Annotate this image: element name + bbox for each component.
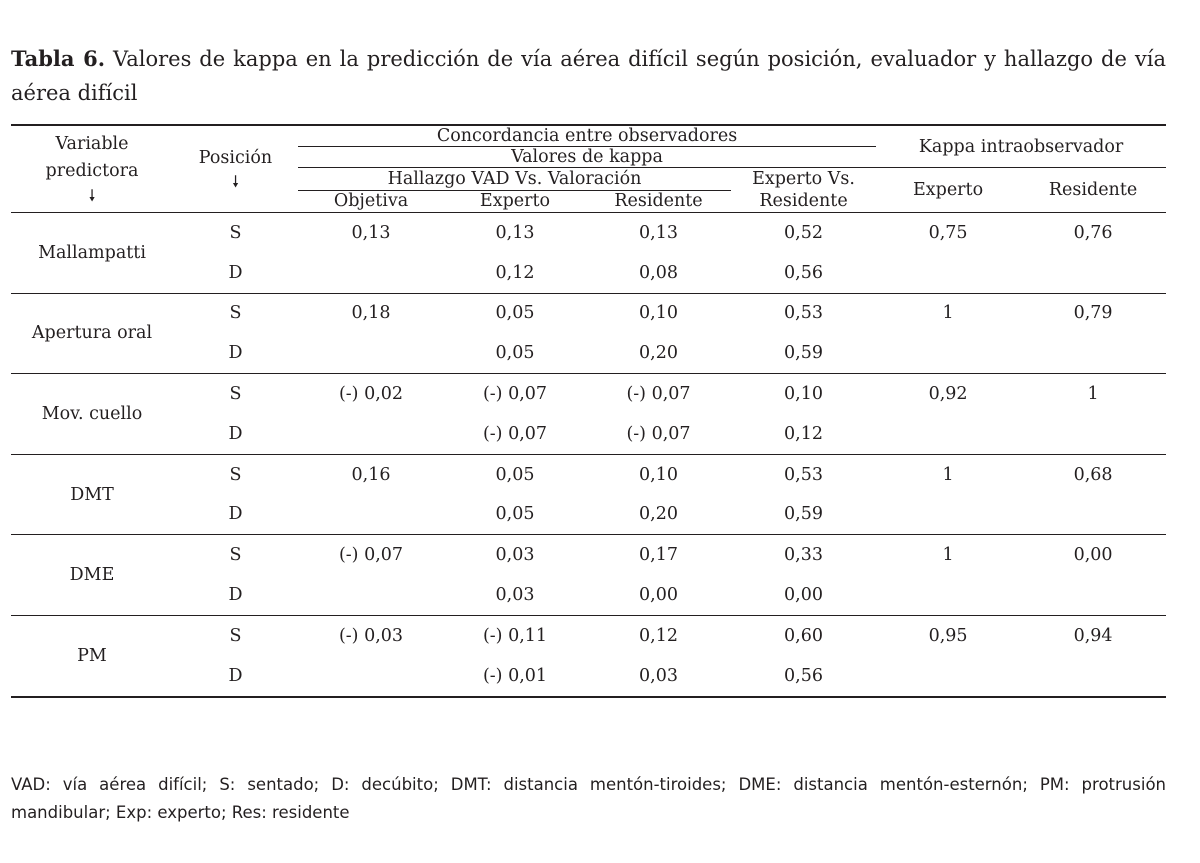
cell-residente: 0,03 bbox=[586, 656, 731, 697]
cell-experto-vs-residente: 0,00 bbox=[731, 575, 876, 615]
header-valores-label: Valores de kappa bbox=[511, 147, 663, 167]
cell-experto: (-) 0,07 bbox=[444, 414, 586, 454]
table-row bbox=[11, 253, 1166, 293]
cell-experto-vs-residente: 0,33 bbox=[784, 545, 823, 566]
cell-experto-vs-residente: 0,60 bbox=[784, 625, 823, 646]
cell-residente: 0,10 bbox=[639, 303, 678, 324]
cell-intra-residente bbox=[1020, 253, 1166, 293]
header-kappa-intra-label: Kappa intraobservador bbox=[918, 136, 1124, 157]
cell-objetiva: 0,16 bbox=[351, 464, 391, 485]
cell-objetiva bbox=[298, 656, 444, 697]
header-objetiva-label: Objetiva bbox=[333, 191, 409, 212]
cell-intra-experto: 0,92 bbox=[928, 384, 968, 405]
cell-intra-residente bbox=[1020, 495, 1166, 535]
row-variable: DMT bbox=[11, 454, 173, 535]
cell-intra-experto: 1 bbox=[942, 545, 954, 566]
cell-intra-experto: 1 bbox=[942, 464, 954, 485]
header-intra-residente bbox=[1020, 168, 1166, 213]
table-footnote: VAD: vía aérea difícil; S: sentado; D: decúbito; DMT: distancia mentón-tiroides; DME: distancia mentón-esternón; PM: protrusión mandibular; Exp: experto; Res: residente bbox=[11, 775, 1166, 822]
cell-objetiva bbox=[298, 253, 444, 293]
header-concordancia bbox=[298, 125, 876, 147]
header-experto-vs bbox=[731, 168, 876, 213]
cell-intra-experto bbox=[876, 656, 1020, 697]
header-experto-vs-label: Experto Vs. Residente bbox=[752, 169, 855, 211]
row-posicion: S bbox=[229, 303, 242, 324]
header-posicion bbox=[173, 125, 298, 213]
cell-experto-vs-residente: 0,53 bbox=[784, 303, 823, 324]
cell-experto: (-) 0,01 bbox=[444, 656, 586, 697]
cell-residente: 0,12 bbox=[639, 625, 678, 646]
cell-intra-residente bbox=[1020, 414, 1166, 454]
cell-objetiva bbox=[298, 333, 444, 373]
cell-experto: 0,12 bbox=[444, 253, 586, 293]
cell-residente: 0,20 bbox=[586, 333, 731, 373]
cell-objetiva bbox=[298, 495, 444, 535]
cell-intra-experto: 0,95 bbox=[928, 625, 968, 646]
cell-residente: (-) 0,07 bbox=[626, 384, 691, 405]
cell-experto-vs-residente: 0,52 bbox=[784, 222, 823, 243]
cell-intra-residente: 0,68 bbox=[1073, 464, 1113, 485]
header-experto bbox=[444, 190, 586, 213]
caption-label: Tabla 6. bbox=[11, 46, 106, 71]
row-posicion: D bbox=[173, 333, 298, 373]
table-row bbox=[11, 414, 1166, 454]
cell-residente: 0,17 bbox=[639, 545, 678, 566]
row-variable: Mallampatti bbox=[11, 213, 173, 294]
cell-experto: 0,03 bbox=[495, 545, 535, 566]
cell-experto-vs-residente: 0,53 bbox=[784, 464, 823, 485]
cell-intra-experto: 0,75 bbox=[928, 222, 968, 243]
cell-residente: 0,00 bbox=[586, 575, 731, 615]
cell-objetiva: (-) 0,02 bbox=[338, 384, 404, 405]
row-variable: PM bbox=[11, 615, 173, 696]
table-row bbox=[11, 495, 1166, 535]
cell-residente: (-) 0,07 bbox=[586, 414, 731, 454]
row-variable: Apertura oral bbox=[11, 293, 173, 374]
cell-intra-experto bbox=[876, 333, 1020, 373]
cell-intra-residente: 0,79 bbox=[1073, 303, 1113, 324]
cell-objetiva: (-) 0,07 bbox=[338, 545, 404, 566]
row-posicion: S bbox=[229, 222, 242, 243]
cell-experto-vs-residente: 0,12 bbox=[731, 414, 876, 454]
cell-intra-residente: 0,00 bbox=[1073, 545, 1113, 566]
header-valores bbox=[298, 147, 876, 168]
cell-experto: (-) 0,07 bbox=[482, 384, 548, 405]
header-residente bbox=[586, 190, 731, 213]
cell-experto: 0,05 bbox=[495, 303, 535, 324]
cell-intra-residente: 0,94 bbox=[1073, 625, 1113, 646]
cell-experto: 0,05 bbox=[444, 495, 586, 535]
cell-objetiva: 0,18 bbox=[351, 303, 391, 324]
header-kappa-intra bbox=[876, 125, 1166, 168]
header-variable-label: Variable predictora bbox=[45, 134, 139, 181]
header-variable bbox=[11, 125, 173, 213]
cell-residente: 0,08 bbox=[586, 253, 731, 293]
header-hallazgo bbox=[298, 168, 731, 191]
cell-objetiva: 0,13 bbox=[351, 222, 391, 243]
cell-experto: 0,13 bbox=[495, 222, 535, 243]
cell-experto: (-) 0,11 bbox=[482, 625, 548, 646]
table-row bbox=[11, 615, 1166, 655]
cell-intra-experto: 1 bbox=[942, 303, 954, 324]
header-concordancia-label: Concordancia entre observadores bbox=[436, 126, 738, 146]
cell-experto-vs-residente: 0,59 bbox=[731, 333, 876, 373]
header-intra-experto-label: Experto bbox=[912, 180, 984, 200]
cell-intra-residente bbox=[1020, 575, 1166, 615]
cell-intra-experto bbox=[876, 575, 1020, 615]
row-posicion: S bbox=[229, 464, 242, 485]
header-experto-label: Experto bbox=[479, 191, 551, 212]
table-caption bbox=[11, 42, 1166, 110]
row-posicion: D bbox=[173, 253, 298, 293]
cell-experto: 0,05 bbox=[495, 464, 535, 485]
cell-experto-vs-residente: 0,56 bbox=[731, 253, 876, 293]
cell-intra-experto bbox=[876, 414, 1020, 454]
row-posicion: D bbox=[173, 575, 298, 615]
cell-experto-vs-residente: 0,56 bbox=[731, 656, 876, 697]
table-row bbox=[11, 333, 1166, 373]
row-posicion: S bbox=[229, 384, 242, 405]
cell-intra-residente: 1 bbox=[1087, 384, 1099, 405]
cell-intra-residente bbox=[1020, 656, 1166, 697]
header-residente-label: Residente bbox=[614, 191, 703, 212]
down-arrow-icon: 🠗 bbox=[232, 172, 239, 191]
header-intra-residente-label: Residente bbox=[1048, 180, 1138, 200]
cell-objetiva bbox=[298, 414, 444, 454]
cell-intra-residente bbox=[1020, 333, 1166, 373]
cell-residente: 0,10 bbox=[639, 464, 678, 485]
cell-intra-experto bbox=[876, 253, 1020, 293]
cell-experto-vs-residente: 0,10 bbox=[784, 384, 823, 405]
caption-text: Valores de kappa en la predicción de vía aérea difícil según posición, evaluador y hallazgo de vía aérea difícil bbox=[11, 47, 1166, 105]
header-objetiva bbox=[298, 190, 444, 213]
row-variable: Mov. cuello bbox=[11, 374, 173, 455]
table-row bbox=[11, 454, 1166, 494]
cell-residente: 0,20 bbox=[586, 495, 731, 535]
row-variable: DME bbox=[11, 535, 173, 616]
cell-intra-experto bbox=[876, 495, 1020, 535]
row-posicion: D bbox=[173, 656, 298, 697]
header-intra-experto bbox=[876, 168, 1020, 213]
kappa-table bbox=[11, 124, 1166, 698]
row-posicion: D bbox=[173, 495, 298, 535]
cell-experto-vs-residente: 0,59 bbox=[731, 495, 876, 535]
table-row bbox=[11, 213, 1166, 253]
cell-objetiva: (-) 0,03 bbox=[338, 625, 404, 646]
down-arrow-icon: 🠗 bbox=[88, 186, 96, 205]
table-row bbox=[11, 535, 1166, 575]
table-row bbox=[11, 293, 1166, 333]
table-row bbox=[11, 656, 1166, 697]
cell-experto: 0,03 bbox=[444, 575, 586, 615]
header-posicion-label: Posición bbox=[198, 148, 273, 168]
table-row bbox=[11, 374, 1166, 414]
cell-residente: 0,13 bbox=[639, 222, 678, 243]
cell-experto: 0,05 bbox=[444, 333, 586, 373]
row-posicion: S bbox=[229, 625, 242, 646]
row-posicion: D bbox=[173, 414, 298, 454]
cell-intra-residente: 0,76 bbox=[1073, 222, 1113, 243]
table-row bbox=[11, 575, 1166, 615]
row-posicion: S bbox=[229, 545, 242, 566]
cell-objetiva bbox=[298, 575, 444, 615]
header-hallazgo-label: Hallazgo VAD Vs. Valoración bbox=[387, 168, 642, 189]
